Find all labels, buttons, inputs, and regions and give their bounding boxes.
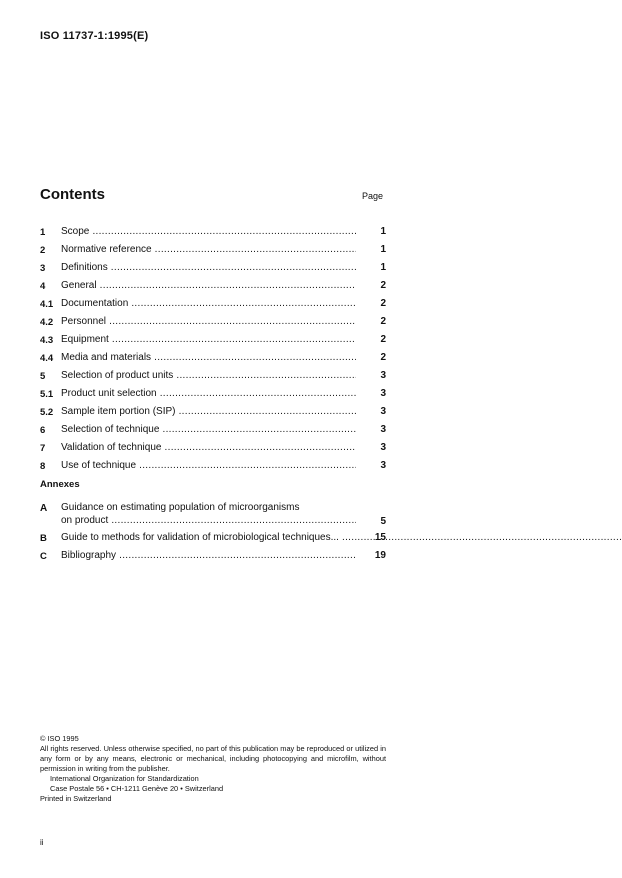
toc-entry-page: 3	[380, 424, 386, 435]
annex-page: 15	[374, 532, 386, 543]
toc-entry-page: 2	[380, 280, 386, 291]
annex-title: Bibliography .....	[61, 550, 356, 561]
toc-entry-page: 2	[380, 316, 386, 327]
toc-entry-title: Selection of technique .....	[61, 424, 356, 435]
toc-entry-page: 3	[380, 460, 386, 471]
toc-entry-title: Documentation .....	[61, 298, 356, 309]
annex-page: 5	[380, 516, 386, 527]
toc-entry-page: 3	[380, 406, 386, 417]
toc-entry[interactable]	[40, 279, 386, 297]
toc-entry-number: 1	[40, 227, 46, 238]
document-id: ISO 11737-1:1995(E)	[40, 30, 149, 42]
toc-entry[interactable]	[40, 423, 386, 441]
copyright-notice	[40, 734, 386, 804]
toc-entry-title: Normative reference .....	[61, 244, 356, 255]
annex-letter: B	[40, 533, 47, 544]
toc-entry[interactable]	[40, 351, 386, 369]
printed-in: Printed in Switzerland	[40, 794, 112, 803]
toc-entry-title: Use of technique .....	[61, 460, 356, 471]
toc-entry-number: 4	[40, 281, 46, 292]
page-column-label: Page	[362, 191, 384, 201]
toc-entry-number: 6	[40, 425, 46, 436]
toc-entry-number: 3	[40, 263, 46, 274]
toc-entry[interactable]	[40, 441, 386, 459]
annex-title-line1: Guidance on estimating population of microorganisms	[61, 502, 300, 513]
annex-entry[interactable]	[40, 549, 386, 567]
toc-entry-number: 4.3	[40, 335, 54, 346]
toc-entry-title: Validation of technique .....	[61, 442, 356, 453]
toc-entry-page: 3	[380, 370, 386, 381]
organization-address: Case Postale 56 • CH-1211 Genève 20 • Switzerland	[50, 784, 224, 793]
annexes-heading: Annexes	[40, 479, 80, 490]
toc-entry[interactable]	[40, 225, 386, 243]
annex-letter: A	[40, 503, 48, 514]
organization-name: International Organization for Standardization	[50, 774, 199, 783]
toc-entry-title: Personnel .....	[61, 316, 356, 327]
annex-entry[interactable]	[40, 501, 386, 531]
toc-entry-page: 2	[380, 298, 386, 309]
toc-entry-number: 2	[40, 245, 46, 256]
annex-title-line2: on product .....	[61, 515, 356, 526]
toc-entry-page: 1	[380, 262, 386, 273]
toc-entry[interactable]	[40, 261, 386, 279]
toc-entry[interactable]	[40, 297, 386, 315]
toc-entry-title: Definitions .....	[61, 262, 356, 273]
toc-entry-number: 8	[40, 461, 46, 472]
toc-entry-number: 5	[40, 371, 46, 382]
toc-entry-page: 2	[380, 352, 386, 363]
toc-entry-number: 7	[40, 443, 46, 454]
toc-entry-title: Product unit selection .....	[61, 388, 356, 399]
page-number: ii	[40, 838, 44, 847]
toc-entry-page: 3	[380, 388, 386, 399]
toc-entry-title: Selection of product units .....	[61, 370, 356, 381]
toc-entry-number: 4.4	[40, 353, 54, 364]
contents-title: Contents	[40, 186, 105, 203]
table-of-contents	[40, 225, 386, 567]
copyright-line: © ISO 1995	[40, 734, 79, 743]
toc-entry-page: 1	[380, 226, 386, 237]
toc-entry-title: General .....	[61, 280, 356, 291]
toc-entry-title: Scope .....	[61, 226, 356, 237]
toc-entry-number: 4.2	[40, 317, 54, 328]
toc-entry-page: 2	[380, 334, 386, 345]
toc-entry[interactable]	[40, 243, 386, 261]
annex-title: Guide to methods for validation of microbiological techniques... .....	[61, 532, 356, 543]
toc-entry-number: 4.1	[40, 299, 54, 310]
toc-entry[interactable]	[40, 405, 386, 423]
toc-entry-number: 5.1	[40, 389, 54, 400]
toc-entry[interactable]	[40, 333, 386, 351]
annex-entry[interactable]	[40, 531, 386, 549]
rights-statement: All rights reserved. Unless otherwise specified, no part of this publication may be reproduced or utilized in any form or by any means, electronic or mechanical, including photocopying and microfilm, without permission in writing from the publisher.	[40, 744, 386, 773]
toc-entry-page: 3	[380, 442, 386, 453]
toc-entry-page: 1	[380, 244, 386, 255]
toc-entry[interactable]	[40, 369, 386, 387]
annex-letter: C	[40, 551, 47, 562]
toc-entry-title: Sample item portion (SIP) .....	[61, 406, 356, 417]
toc-entry-title: Equipment .....	[61, 334, 356, 345]
annex-page: 19	[374, 550, 386, 561]
toc-entry[interactable]	[40, 315, 386, 333]
toc-entry-number: 5.2	[40, 407, 54, 418]
toc-entry[interactable]	[40, 387, 386, 405]
toc-entry[interactable]	[40, 459, 386, 477]
toc-entry-title: Media and materials .....	[61, 352, 356, 363]
